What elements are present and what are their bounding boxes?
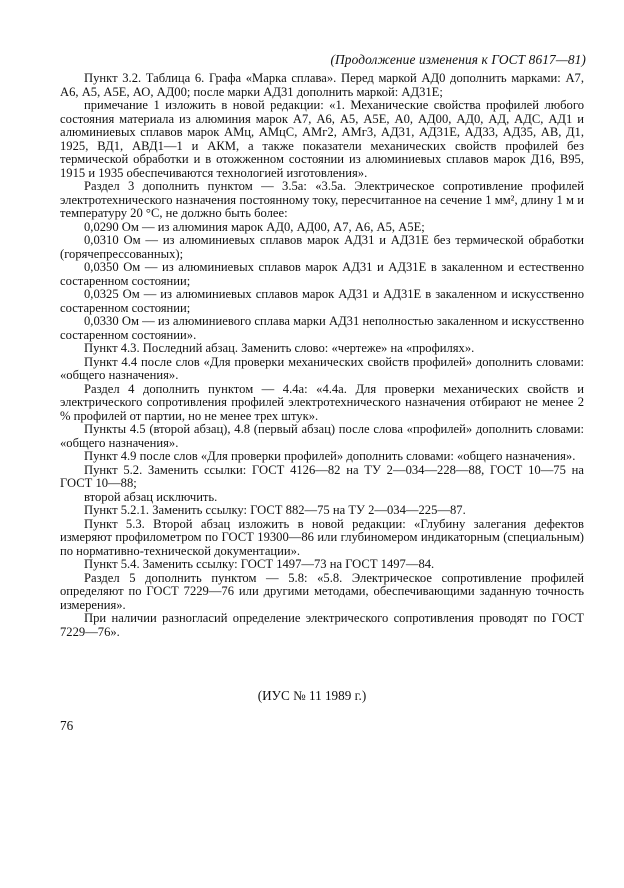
paragraph: При наличии разногласий определение электрического сопротивления проводят по ГОСТ 7229—76».	[60, 611, 584, 639]
paragraph: Пункт 5.3. Второй абзац изложить в новой редакции: «Глубину залегания дефектов измеряют профилометром по ГОСТ 19300—86 или глубиномером индикаторным (специальным) по нормативно-технической документации».	[60, 516, 584, 558]
paragraph: Пункт 4.9 после слов «Для проверки профилей» дополнить словами: «общего назначения».	[84, 449, 576, 463]
paragraph: Раздел 3 дополнить пунктом — 3.5а: «3.5а. Электрическое сопротивление профилей электротехнического назначения постоянному току, пересчитанное на сечение 1 мм², длину 1 м и температуру 20 °С, не должно быть более:	[60, 179, 584, 220]
body-text	[60, 72, 584, 639]
paragraph: 0,0350 Ом — из алюминиевых сплавов марок АД31 и АД31Е в закаленном и естественно состаренном состоянии;	[60, 260, 584, 288]
paragraph: Пункт 5.2. Заменить ссылки: ГОСТ 4126—82 на ТУ 2—034—228—88, ГОСТ 10—75 на ГОСТ 10—88;	[60, 462, 584, 490]
paragraph: Пункт 4.4 после слов «Для проверки механических свойств профилей» дополнить словами: «общего назначения».	[60, 354, 584, 382]
paragraph: 0,0325 Ом — из алюминиевых сплавов марок АД31 и АД31Е в закаленном и искусственно состаренном состоянии;	[60, 287, 584, 315]
paragraph: 0,0330 Ом — из алюминиевого сплава марки АД31 неполностью закаленном и искусственно состаренном состоянии».	[60, 314, 584, 342]
paragraph: Раздел 5 дополнить пунктом — 5.8: «5.8. Электрическое сопротивление профилей определяют по ГОСТ 7229—76 или другими методами, обеспечивающими заданную точность измерения».	[60, 570, 584, 612]
paragraph: Пункт 5.2.1. Заменить ссылку: ГОСТ 882—75 на ТУ 2—034—225—87.	[84, 503, 466, 517]
source-reference: (ИУС № 11 1989 г.)	[257, 688, 367, 703]
paragraph: 0,0290 Ом — из алюминия марок АД0, АД00, А7, А6, А5, А5Е;	[84, 219, 425, 234]
paragraph: Пункт 3.2. Таблица 6. Графа «Марка сплава». Перед маркой АД0 дополнить марками: А7, А6, А5, А5Е, АО, АД00; после марки АД31 дополнить маркой: АД31Е;	[60, 71, 584, 99]
paragraph: Пункт 4.3. Последний абзац. Заменить слово: «чертеже» на «профилях».	[84, 341, 475, 355]
page-number: 76	[60, 718, 74, 733]
paragraph: Пункт 5.4. Заменить ссылку: ГОСТ 1497—73 на ГОСТ 1497—84.	[84, 557, 435, 571]
continuation-header: (Продолжение изменения к ГОСТ 8617—81)	[330, 52, 586, 67]
paragraph: 0,0310 Ом — из алюминиевых сплавов марок АД31 и АД31Е без термической обработки (горячепрессованных);	[60, 233, 584, 261]
paragraph: примечание 1 изложить в новой редакции: «1. Механические свойства профилей любого состояния материала из алюминия марок А7, А6, А5, А5Е, А0, АД00, АД0, АД, АДС, АД1 и алюминиевых сплавов марок АМц, АМцС, АМг2, АМг3, АД31, АД31Е, АД33, АД35, АВ, Д1, 1925, ВД1, АВД1—1 и АКМ, а также показатели механических свойств профилей без термической обработки и в отожженном состоянии из алюминиевых сплавов марок Д16, В95, 1915 и 1935 обеспечиваются технологией изготовления».	[60, 98, 584, 180]
paragraph: Раздел 4 дополнить пунктом — 4.4а: «4.4а. Для проверки механических свойств и электрического сопротивления профилей электротехнического назначения отбирают не менее 2 % профилей от партии, но не менее трех штук».	[60, 381, 584, 423]
paragraph: второй абзац исключить.	[84, 489, 218, 504]
paragraph: Пункты 4.5 (второй абзац), 4.8 (первый абзац) после слова «профилей» дополнить словами: «общего назначения».	[60, 422, 584, 450]
